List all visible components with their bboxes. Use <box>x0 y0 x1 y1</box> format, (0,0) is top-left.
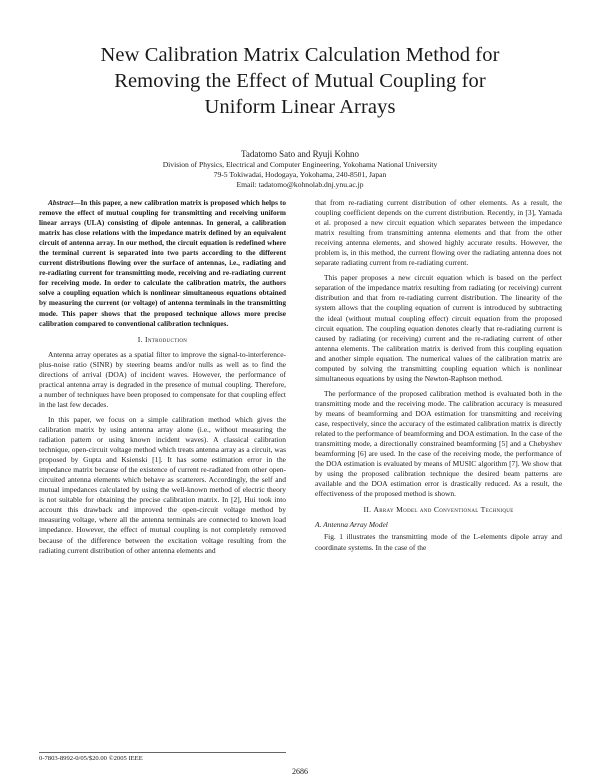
section-1-heading <box>39 335 286 345</box>
affiliation-line-1: Division of Physics, Electrical and Computer Engineering, Yokohama National University <box>162 160 438 169</box>
right-paragraph-2: This paper proposes a new circuit equation which is based on the perfect separation of the impedance matrix resulting from radiating (or receiving) current distribution and that from re-radiating current distribution. The linearity of the system allows that the coupling equation of current is introduced by subtracting the ideal (without mutual coupling effect) circuit equation from the proposed circuit equation. The coupling equation denotes clearly that re-radiating current is caused by radiating (or receiving) current and the re-radiating current of other antenna elements. The calibration matrix is derived from this coupling equation and another simple equation. The numerical values of the calibration matrix are computed by solving the transmitting coupling equation which is nonlinear simultaneous equations by using the Newton-Raphson method. <box>315 273 562 383</box>
abstract-text: In this paper, a new calibration matrix is proposed which helps to remove the effect of mutual coupling for transmitting and receiving uniform linear arrays (ULA) consisting of dipole antennas. In general, a calibration matrix has close relations with the impedance matrix defined by an equivalent circuit of antenna array. In our method, the circuit equation is redefined where the terminal current is separated into two parts according to the different current distributions flowing over the surface of antennas, i.e., radiating and re-radiating current for transmitting mode, receiving and re-radiating current for receiving mode. In order to calculate the calibration matrix, the authors solve a coupling equation which is nonlinear simultaneous equations obtained by measuring the current (or voltage) of antenna terminals in the transmitting mode. This paper shows that the proposed technique allows more precise calibration compared to conventional calibration techniques. <box>39 198 286 328</box>
affiliation <box>40 160 560 190</box>
affiliation-email: Email: tadatomo@kohnolab.dnj.ynu.ac.jp <box>236 180 364 189</box>
subsection-a-heading: A. Antenna Array Model <box>315 520 388 530</box>
title-line-3: Uniform Linear Arrays <box>204 96 396 118</box>
intro-paragraph-2: In this paper, we focus on a simple calibration method which gives the calibration matrix by using antenna array alone (i.e., without measuring the radiation pattern or using known incident waves). A classical calibration technique, open-circuit voltage method which treats antenna array as a circuit, was proposed by Gupta and Ksienski [1]. It has some estimation error in the impedance matrix because of the existence of current re-radiated from other open-circuited antenna elements which behave as scatterers. Accordingly, the self and mutual impedances calculated by using the well-known method of electric theory is not suitable for obtaining the precise calibration matrix. In [2], Hui took into account this drawback and improved the open-circuit voltage method by measuring voltage, where all the antenna terminals are connected to known load impedance. However, the effect of mutual coupling is not completely removed because of the difference between the excitation voltage resulting from the radiating current distribution of other antenna elements and <box>39 414 286 555</box>
copyright-notice: 0-7803-8992-0/05/$20.00 ©2005 IEEE <box>39 755 143 762</box>
paper-title <box>40 42 560 120</box>
affiliation-line-2: 79-5 Tokiwadai, Hodogaya, Yokohama, 240-8501, Japan <box>213 170 387 179</box>
section-1-number: I. <box>137 334 143 344</box>
left-column <box>39 198 286 556</box>
page-number: 2686 <box>292 767 308 776</box>
title-line-2: Removing the Effect of Mutual Coupling for <box>114 70 486 92</box>
title-line-1: New Calibration Matrix Calculation Method for <box>100 44 500 66</box>
authors: Tadatomo Sato and Ryuji Kohno <box>241 149 359 159</box>
abstract: Abstract—In this paper, a new calibration matrix is proposed which helps to remove the effect of mutual coupling for transmitting and receiving uniform linear arrays (ULA) consisting of dipole antennas. In general, a calibration matrix has close relations with the impedance matrix defined by an equivalent circuit of antenna array. In our method, the circuit equation is redefined where the terminal current is separated into two parts according to the different current distributions flowing over the surface of antennas, i.e., radiating and re-radiating current for transmitting mode, receiving and re-radiating current for receiving mode. In order to calculate the calibration matrix, the authors solve a coupling equation which is nonlinear simultaneous equations obtained by measuring the current (or voltage) of antenna terminals in the transmitting mode. This paper shows that the proposed technique allows more precise calibration compared to conventional calibration techniques. <box>39 198 286 328</box>
section-2-heading <box>315 505 562 515</box>
right-paragraph-3: The performance of the proposed calibration method is evaluated both in the transmitting mode and the receiving mode. The calibration accuracy is measured by means of beamforming and DOA estimation for transmitting and receiving case, respectively, since the accuracy of the estimated calibration matrix is directly related to the performance of beamforming and DOA estimation. In the case of the transmitting mode, a directionally constrained beamforming [5] and a Chebyshev beamforming [6] are used. In the case of the receiving mode, the performance of the DOA estimation is evaluated by means of MUSIC algorithm [7]. We show that by using the proposed calibration technique the desired beam patterns are available and the DOA estimation error is drastically reduced. As a result, the effectiveness of the proposed method is shown. <box>315 388 562 499</box>
intro-paragraph-1: Antenna array operates as a spatial filter to improve the signal-to-interference-plus-noise ratio (SINR) by steering beams and/or nulls as well as to find the directions of arrival (DOA) of incident waves. However, the performance of practical antenna array is degraded in the presence of mutual coupling. Therefore, a number of techniques have been proposed to compensate for that coupling effect in the last few decades. <box>39 349 286 409</box>
right-paragraph-1: that from re-radiating current distribution of other elements. As a result, the coupling coefficient depends on the current distribution. Recently, in [3], Yamada et al. proposed a new circuit equation which separates between the impedance matrix resulting from transmitting antenna elements and that from the other receiving antenna elements, and showed highly accurate results. However, the problem is, in this method, the current flowing over the radiating antenna does not separate radiating current from re-radiating current. <box>315 198 562 268</box>
section-2-number: II. <box>363 505 372 515</box>
right-column <box>315 198 562 553</box>
section-2-title: Array Model and Conventional Technique <box>373 505 514 515</box>
abstract-label: Abstract <box>48 198 74 207</box>
footnote-rule <box>39 752 286 753</box>
right-paragraph-4: Fig. 1 illustrates the transmitting mode of the L-elements dipole array and coordinate systems. In the case of the <box>315 532 562 552</box>
section-1-title: Introduction <box>144 334 188 344</box>
